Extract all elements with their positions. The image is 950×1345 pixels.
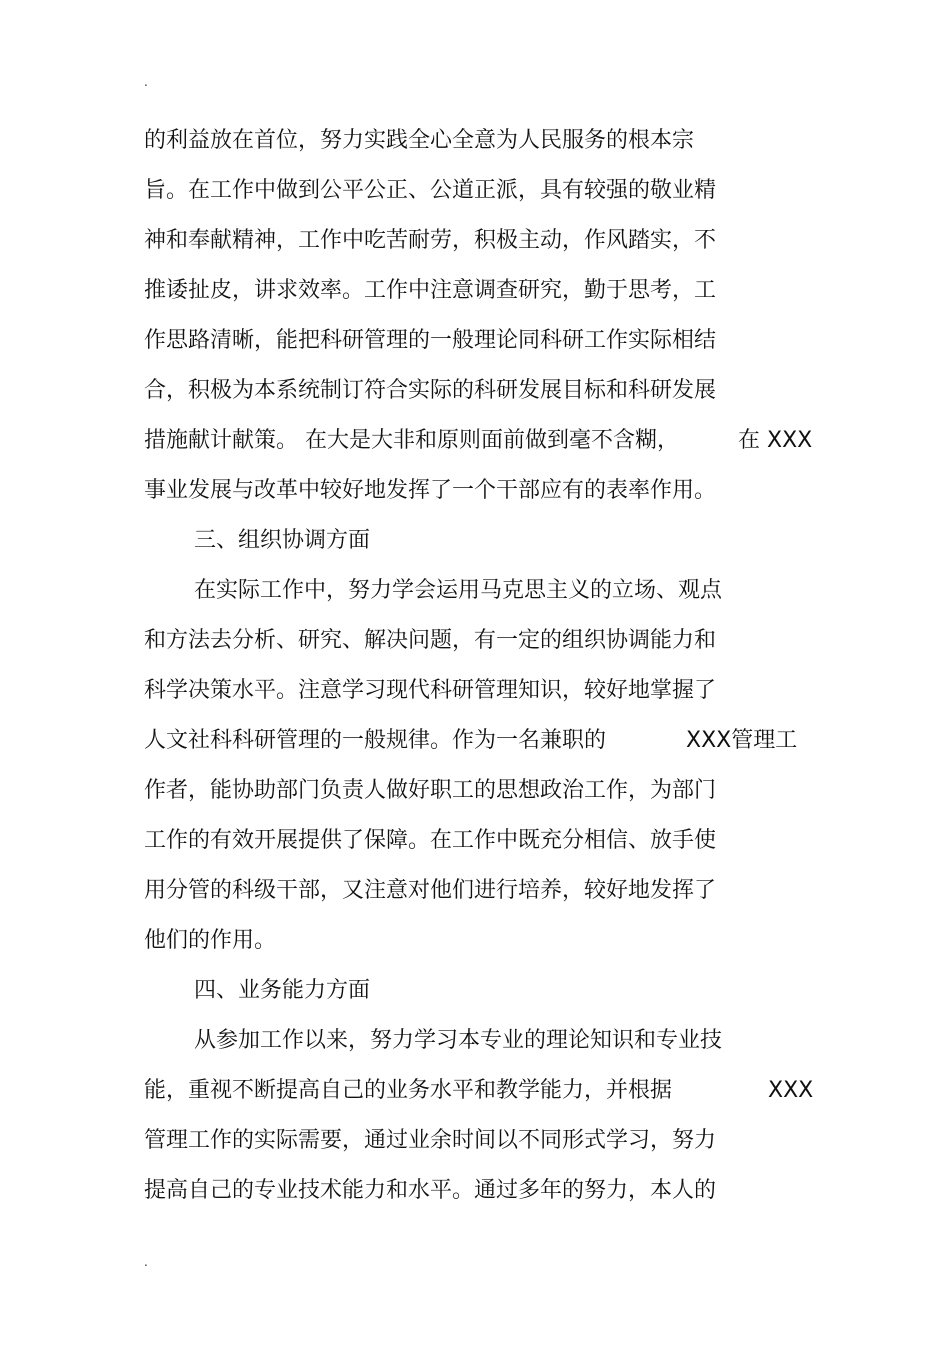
section-heading-4: 四、业务能力方面 xyxy=(194,978,371,1003)
header-mark: . xyxy=(144,75,148,89)
text-line: 作思路清晰，能把科研管理的一般理论同科研工作实际相结 xyxy=(144,328,717,353)
text-line: 提高自己的专业技术能力和水平。通过多年的努力，本人的 xyxy=(144,1178,717,1203)
text-line xyxy=(144,726,606,756)
text-segment: 能，重视不断提高自己的业务水平和教学能力，并根据 xyxy=(144,1078,673,1103)
text-line: 推诿扯皮，讲求效率。工作中注意调查研究，勤于思考，工 xyxy=(144,278,717,303)
text-line: 他们的作用。 xyxy=(144,928,277,953)
text-line: 神和奉献精神，工作中吃苦耐劳，积极主动，作风踏实，不 xyxy=(144,228,717,253)
text-line: 在实际工作中，努力学会运用马克思主义的立场、观点 xyxy=(194,578,723,603)
text-line: 管理工作的实际需要，通过业余时间以不同形式学习，努力 xyxy=(144,1128,717,1153)
text-line xyxy=(144,426,679,456)
text-line: 工作的有效开展提供了保障。在工作中既充分相信、放手使 xyxy=(144,828,717,853)
text-segment: 措施献计献策。 在大是大非和原则面前做到毫不含糊， xyxy=(144,428,679,453)
text-line-right xyxy=(768,1076,813,1106)
text-line-right xyxy=(686,726,797,756)
text-line: 和方法去分析、研究、解决问题，有一定的组织协调能力和 xyxy=(144,628,717,653)
text-segment: 在 XXX xyxy=(738,428,813,453)
text-line: 事业发展与改革中较好地发挥了一个干部应有的表率作用。 xyxy=(144,478,717,503)
text-segment: 人文社科科研管理的一般规律。作为一名兼职的 xyxy=(144,728,607,753)
text-line: 的利益放在首位，努力实践全心全意为人民服务的根本宗 xyxy=(144,128,695,153)
text-line: 从参加工作以来，努力学习本专业的理论知识和专业技 xyxy=(194,1028,723,1053)
footer-mark: . xyxy=(144,1255,148,1269)
text-line: 科学决策水平。注意学习现代科研管理知识，较好地掌握了 xyxy=(144,678,717,703)
text-line-right xyxy=(738,426,812,456)
text-line: 合，积极为本系统制订符合实际的科研发展目标和科研发展 xyxy=(144,378,717,403)
text-line: 作者，能协助部门负责人做好职工的思想政治工作，为部门 xyxy=(144,778,717,803)
section-heading-3: 三、组织协调方面 xyxy=(194,528,371,553)
text-line xyxy=(144,1076,672,1106)
text-segment: XXX xyxy=(768,1078,814,1103)
text-line: 旨。在工作中做到公平公正、公道正派，具有较强的敬业精 xyxy=(144,178,717,203)
text-line: 用分管的科级干部，又注意对他们进行培养，较好地发挥了 xyxy=(144,878,717,903)
text-segment: XXX管理工 xyxy=(686,728,798,753)
